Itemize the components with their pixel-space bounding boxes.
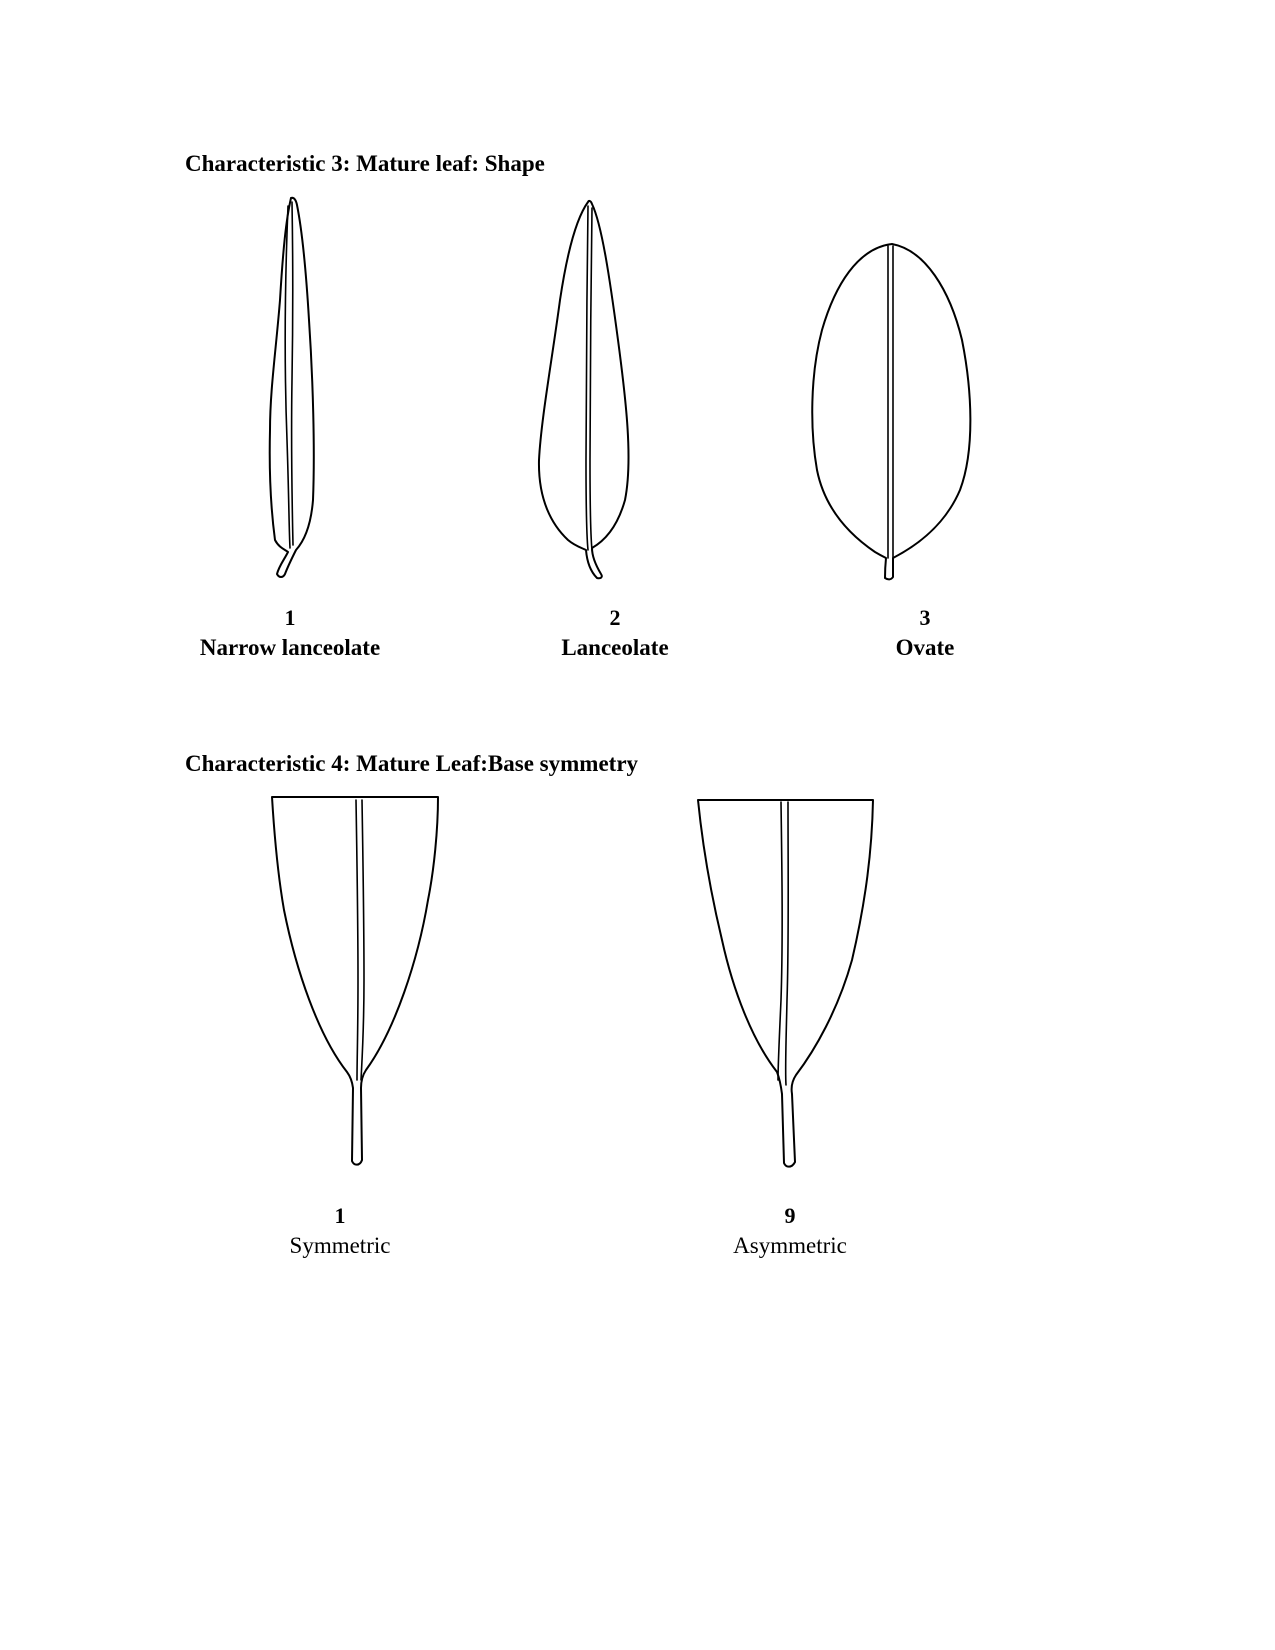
characteristic-4-heading: Characteristic 4: Mature Leaf:Base symmetry: [185, 751, 639, 776]
option-label: Symmetric: [289, 1233, 391, 1258]
asymmetric-caption: [690, 1205, 890, 1257]
option-number: 2: [609, 605, 621, 630]
option-number: 1: [334, 1203, 346, 1228]
option-label: Lanceolate: [561, 635, 669, 660]
option-number: 9: [784, 1203, 796, 1228]
option-label: Asymmetric: [733, 1233, 847, 1258]
symmetric-caption: [240, 1205, 440, 1257]
asymmetric-leaf-base-icon: [698, 800, 873, 1167]
option-number: 1: [284, 605, 296, 630]
option-label: Ovate: [895, 635, 955, 660]
option-number: 3: [919, 605, 931, 630]
characteristic-3-heading: Characteristic 3: Mature leaf: Shape: [185, 151, 545, 176]
option-label: Narrow lanceolate: [199, 635, 381, 660]
symmetric-leaf-base-icon: [272, 797, 438, 1165]
